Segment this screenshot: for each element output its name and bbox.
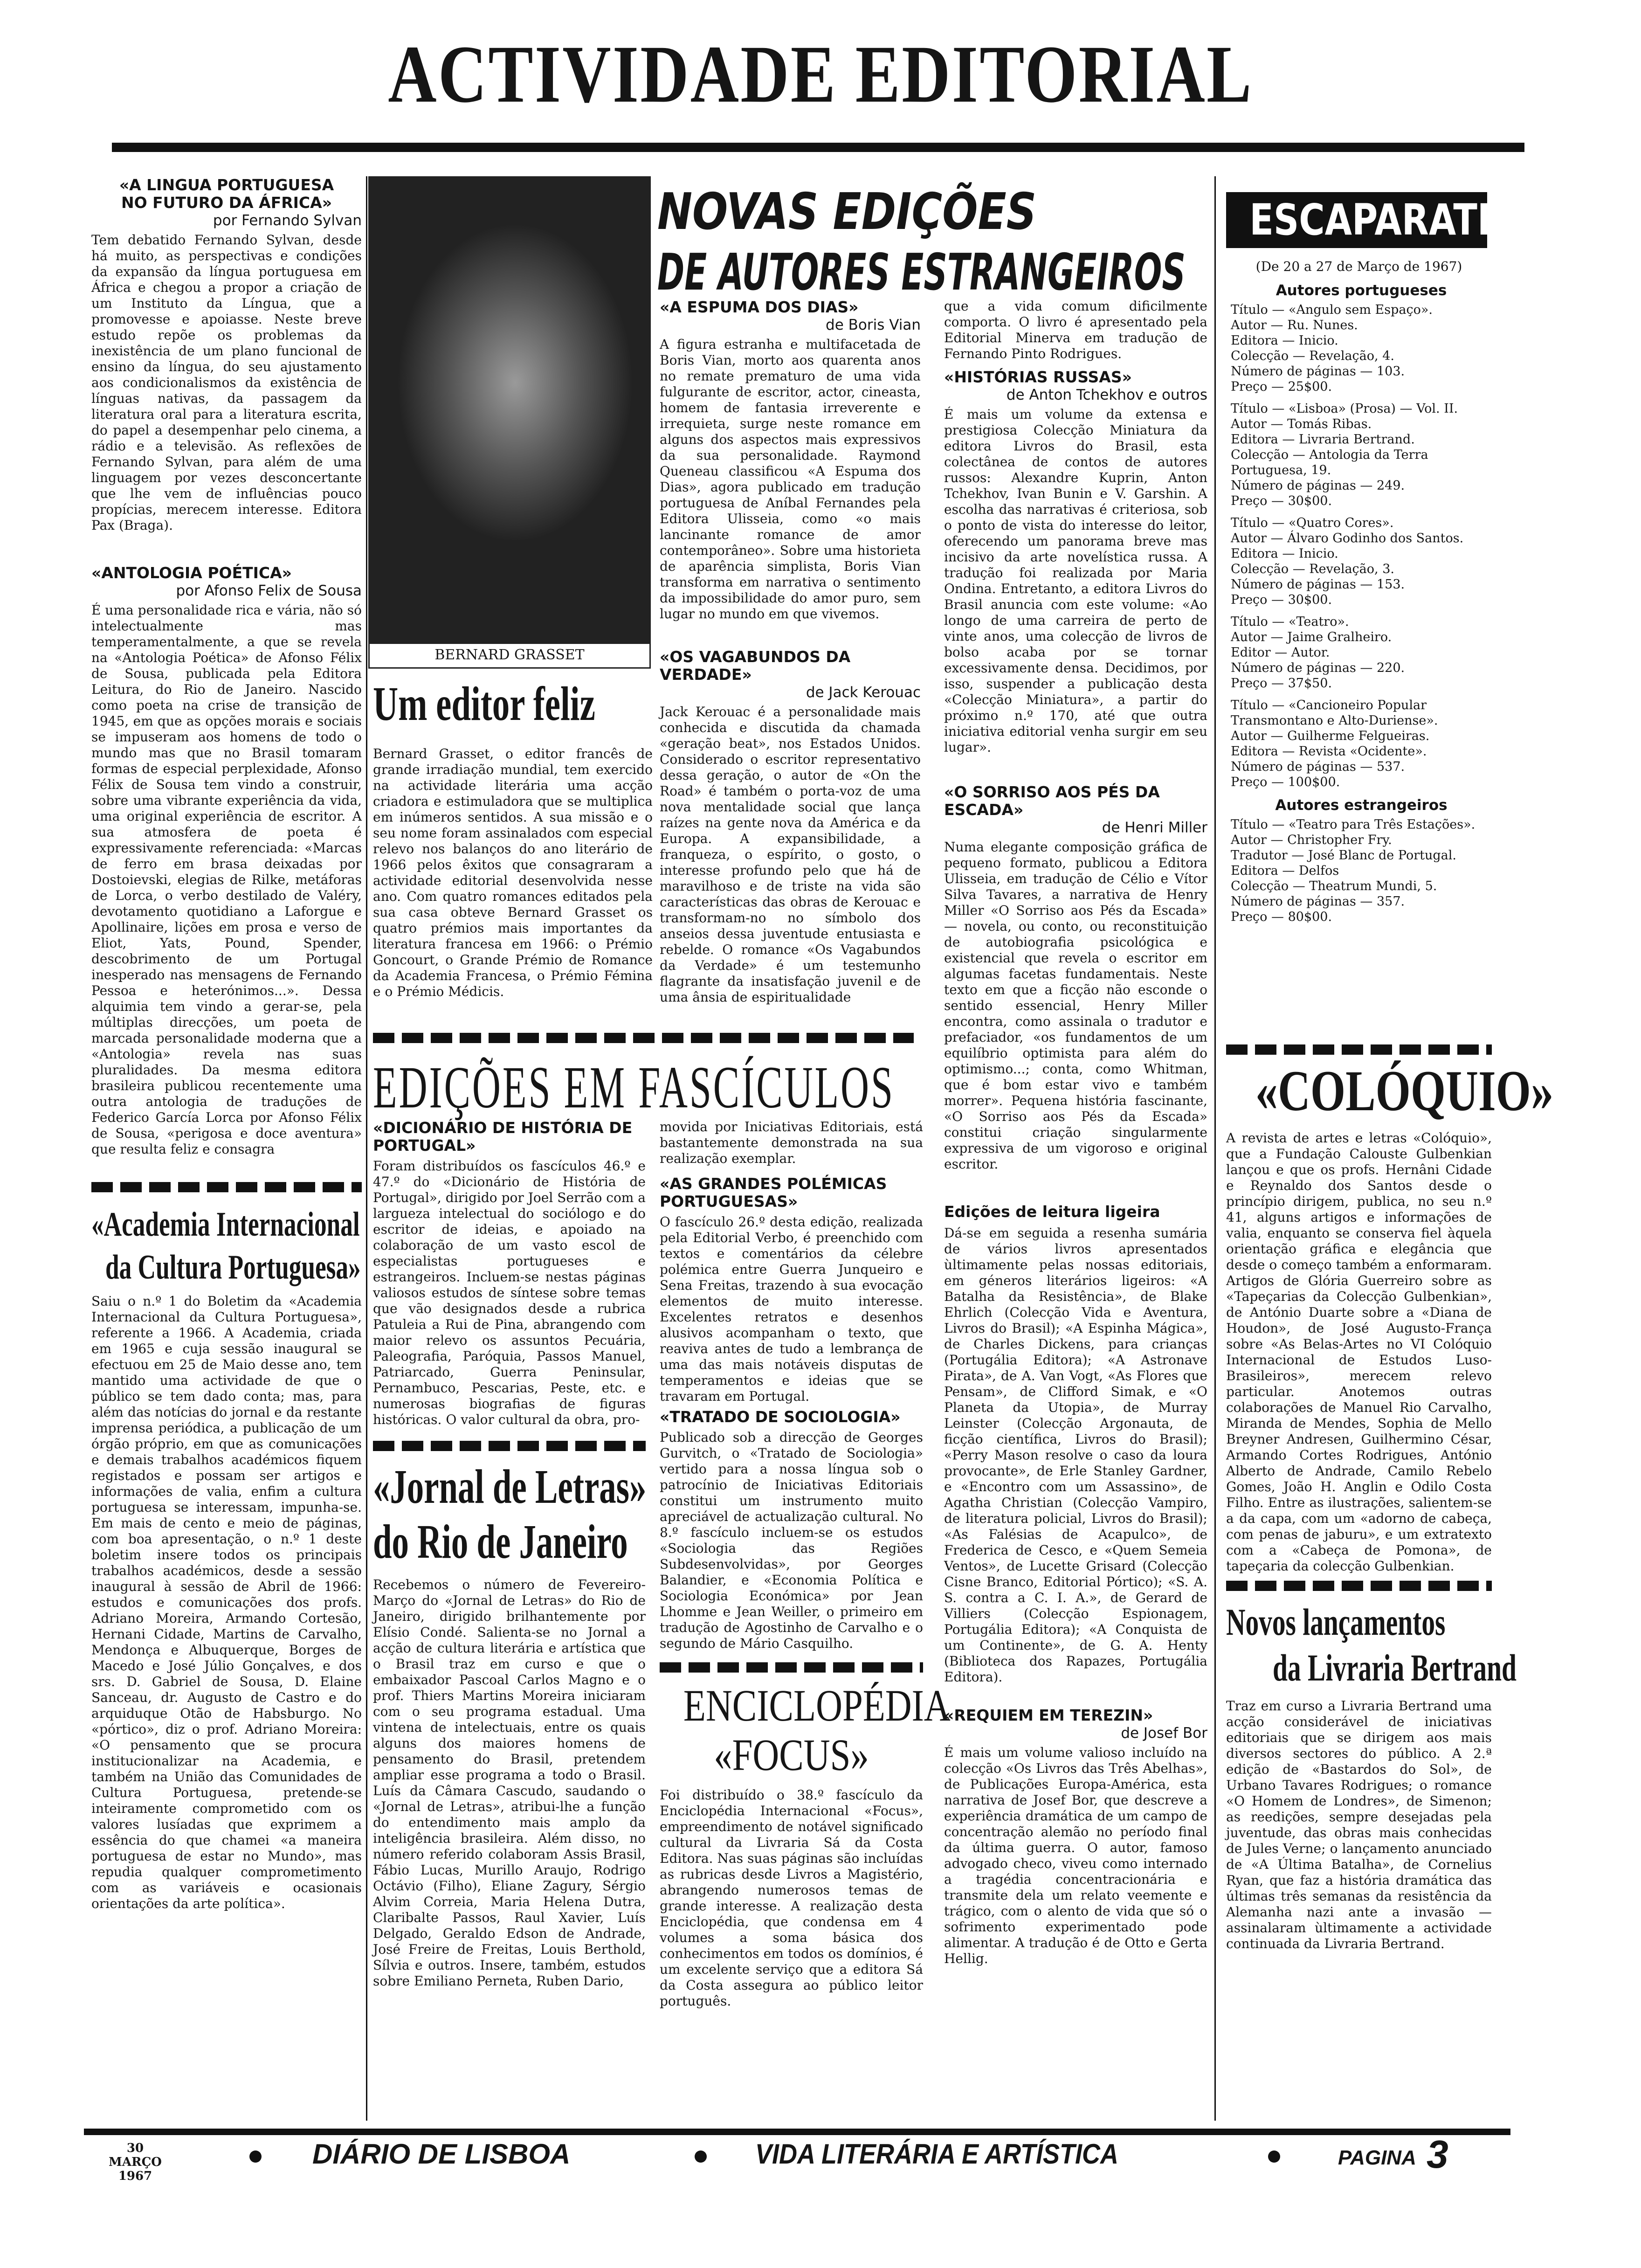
column-rule-1 <box>366 176 367 2121</box>
article-bertrand <box>1226 1599 1517 2122</box>
book-line: Título — «Cancioneiro Popular Transmontano e Alto-Duriense». <box>1231 698 1438 728</box>
book-line: Número de páginas — 249. <box>1231 478 1405 493</box>
footer-bullet-2 <box>695 2150 707 2163</box>
book-line: Autor — Tomás Ribas. <box>1231 417 1372 431</box>
book-line: Colecção — Revelação, 3. <box>1231 562 1394 576</box>
espuma-continuation: que a vida comum dificilmente comporta. O livro é apresentado pela Editorial Minerva em tradução de Fernando Pinto Rodrigues. <box>944 298 1207 361</box>
academia-body: Saiu o n.º 1 do Boletim da «Academia Internacional da Cultura Portuguesa», referente a 1966. A Academia, criada em 1965 e cuja sessão inaugural se efectuou em 25 de Maio desse ano, tem mantido uma actividade de que o público se tem dado conta; mas, para além das notícias do jornal e da restante imprensa periódica, a publicação de um órgão próprio, em que as comunicações e demais trabalhos académicos fiquem registados e possam ser artigos e informações de valia, enfim a cultura portuguesa se interessam, impunha-se. Em mais de cento e meio de páginas, com boa apresentação, o n.º 1 deste boletim insere todos os principais trabalhos académicos, desde a sessão inaugural à sessão de Abril de 1966: estudos e comunicações dos profs. Adriano Moreira, Armando Cortesão, Hernani Cidade, Martins de Carvalho, Mendonça e Albuquerque, Borges de Macedo e José Júlio Gonçalves, e dos srs. D. Gabriel de Sousa, D. Elaine Sanceau, dr. Augusto de Castro e do arquiduque Otão de Habsburgo. No «pórtico», diz o prof. Adriano Moreira: «O pensamento que se procura institucionalizar na Academia, e também na União das Comunidades de Cultura Portuguesa, pretende-se inteiramente comprometido com os valores lusíadas que exprimem a essência do que chamei «a maneira portuguesa de estar no Mundo», mas repudia qualquer comprometimento com as variáveis e ocasionais orientações da arte política». <box>91 1293 362 1911</box>
terezin-byline: de Josef Bor <box>1121 1725 1207 1742</box>
lingua-title-1: «A LINGUA PORTUGUESA <box>119 176 334 194</box>
footer-bullet-3 <box>1268 2150 1280 2163</box>
ligeira-title: Edições de leitura ligeira <box>944 1203 1160 1221</box>
polemicas-title: «AS GRANDES POLÉMICAS PORTUGUESAS» <box>660 1175 887 1210</box>
escaparate-banner <box>1226 192 1502 248</box>
book-line: Número de páginas — 153. <box>1231 577 1405 592</box>
academia-title-1: «Academia Internacional <box>91 1205 360 1244</box>
grasset-title: Um editor feliz <box>373 677 595 731</box>
article-sorriso <box>944 783 1207 1208</box>
book-line: Título — «Teatro para Três Estações». <box>1231 817 1476 832</box>
divider-bertrand <box>1226 1581 1492 1591</box>
espuma-body: A figura estranha e multifacetada de Boris Vian, morto aos quarenta anos no remate prematuro de uma vida fulgurante de escritor, actor, cineasta, homem de fantasia irreverente e irrequieta, surge neste romance em alguns dos aspectos mais expressivos da sua personalidade. Raymond Queneau classificou «A Espuma dos Dias», agora publicado em tradução portuguesa de Aníbal Fernandes pela Editora Ulisseia, como «o mais lancinante romance de amor contemporâneo». Sobre uma historieta de aparência simplista, Boris Vian transforma em narrativa o sentimento da impossibilidade do amor puro, sem lugar no mundo em que vivemos. <box>660 337 921 622</box>
novas-title-1: NOVAS EDIÇÕES <box>657 183 1037 241</box>
book-line: Número de páginas — 220. <box>1231 661 1405 675</box>
book-line: Preço — 100$00. <box>1231 775 1340 789</box>
article-terezin <box>944 1707 1207 2122</box>
coloquio-body: A revista de artes e letras «Colóquio», que a Fundação Calouste Gulbenkian lançou e que os profs. Hernâni Cidade e Reynaldo dos Santos desde o princípio dirigem, publica, no seu n.º 41, alguns artigos e informações de valia, enquanto se conserva fiel àquela orientação gráfica e elegância que desde o começo também a enformaram. Artigos de Glória Guerreiro sobre as «Tapeçarias da Colecção Gulbenkian», de António Duarte sobre a «Diana de Houdon», de José Augusto-França sobre «As Belas-Artes no VI Colóquio Internacional de Estudos Luso-Brasileiros», merecem relevo particular. Anotemos outras colaborações de Manuel Rio Carvalho, Miranda de Mendes, Sophia de Mello Breyner Andresen, Guilhermino César, Armando Cortes Rodrigues, António Alberto de Andrade, Camilo Rebelo Gomes, João H. Anglin e Odilo Costa Filho. Entre as ilustrações, salientem-se a da capa, com um «adorno de cabeça, com penas de jaburu», e um extratexto com a «Cabeça de Pomona», de tapeçaria da colecção Gulbenkian. <box>1226 1130 1492 1574</box>
vagabundos-byline: de Jack Kerouac <box>806 684 921 701</box>
footer-bullet-1 <box>249 2150 262 2163</box>
book-line: Preço — 30$00. <box>1231 494 1332 508</box>
foreign-heading: Autores estrangeiros <box>1275 797 1448 814</box>
photo-caption: BERNARD GRASSET <box>434 647 585 663</box>
column-rule-4 <box>1214 176 1216 2121</box>
article-dicionario <box>373 1119 646 1441</box>
book-line: Título — «Angulo sem Espaço». <box>1231 303 1433 317</box>
article-academia <box>91 1203 362 2117</box>
book-line: Preço — 25$00. <box>1231 380 1332 394</box>
masthead: ACTIVIDADE EDITORIAL <box>388 29 1253 120</box>
book-line: Título — «Lisboa» (Prosa) — Vol. II. <box>1231 401 1458 416</box>
book-line: Número de páginas — 357. <box>1231 894 1405 909</box>
enciclopedia-title-1: ENCICLOPÉDIA <box>683 1680 951 1730</box>
book-line: Editora — Inicio. <box>1231 546 1338 561</box>
enciclopedia-title-2: «FOCUS» <box>714 1730 869 1780</box>
divider-fasciculos <box>373 1033 914 1043</box>
book-line: Preço — 80$00. <box>1231 910 1332 924</box>
book-entry <box>1231 515 1492 608</box>
foreign-books-list <box>1231 817 1492 925</box>
bertrand-title-2: da Livraria Bertrand <box>1273 1646 1517 1689</box>
article-antologia <box>91 564 362 1184</box>
book-line: Preço — 30$00. <box>1231 593 1332 607</box>
book-line: Colecção — Antologia da Terra Portuguesa, 19. <box>1231 448 1428 477</box>
book-line: Editora — Revista «Ocidente». <box>1231 744 1427 759</box>
lingua-byline: por Fernando Sylvan <box>213 212 362 229</box>
book-line: Autor — Jaime Gralheiro. <box>1231 630 1392 644</box>
antologia-body: É uma personalidade rica e vária, não só intelectualmente mas temperamentalmente, a que se revela na «Antologia Poética» de Afonso Félix de Sousa, publicada pela Editora Leitura, do Rio de Janeiro. Nascido como poeta na crise de transição de 1945, em que as opções morais e sociais se impuseram aos homens de todo o mundo mas que no Brasil tomaram formas de especial perplexidade, Afonso Félix de Sousa tem vindo a construir, sobre uma vibrante experiência da vida, uma original experiência de escritor. A sua atmosfera de poeta é expressivamente referenciada: «Marcas de ferro em brasa deixadas por Dostoievski, elegias de Rilke, metáforas de Lorca, o verbo destilado de Valéry, devotamento quotidiano a Laforgue e Apollinaire, lições em prosa e verso de Eliot, Yats, Pound, Spender, descobrimento de um Portugal inesperado nas mensagens de Fernando Pessoa e heterónimos...». Dessa alquimia tem vindo a gerar-se, pela múltiplas direcções, um poeta de marcada personalidade moderna que a «Antologia» revela nas suas pluralidades. Da mesma editora brasileira publicou recentemente uma outra antologia de traduções de Federico García Lorca por Afonso Félix de Sousa, «perigosa e doce aventura» que resulta feliz e consagra <box>91 602 362 1157</box>
espuma-title: «A ESPUMA DOS DIAS» <box>660 298 859 316</box>
book-line: Editor — Autor. <box>1231 645 1330 660</box>
book-line: Título — «Teatro». <box>1231 615 1349 629</box>
book-line: Tradutor — José Blanc de Portugal. <box>1231 848 1456 863</box>
dicionario-title: «DICIONÁRIO DE HISTÓRIA DE PORTUGAL» <box>373 1119 633 1155</box>
footer-page-number: 3 <box>1427 2132 1448 2176</box>
book-line: Número de páginas — 103. <box>1231 364 1405 379</box>
book-entry <box>1231 302 1492 394</box>
vagabundos-title: «OS VAGABUNDOS DA VERDADE» <box>660 648 851 684</box>
article-tratado <box>660 1408 923 1660</box>
lingua-body: Tem debatido Fernando Sylvan, desde há muito, as perspectivas e condições da expansão da língua portuguesa em África e chegou a propor a criação de um Instituto da Língua, que a promovesse e apoiasse. Neste breve estudo repõe os problemas da inexistência de um plano funcional de ensino da língua, do seu ajustamento aos condicionalismos da existência de línguas nativas, da passagem da literatura oral para a literatura escrita, do papel a desempenhar pelo cinema, a rádio e a televisão. As reflexões de Fernando Sylvan, para além de uma linguagem por vezes desconcertante que lhe vem de influências pouco propícias, merecem interesse. Editora Pax (Braga). <box>91 232 362 533</box>
sorriso-title: «O SORRISO AOS PÉS DA ESCADA» <box>944 783 1160 819</box>
espuma-byline: de Boris Vian <box>826 317 921 333</box>
tratado-title: «TRATADO DE SOCIOLOGIA» <box>660 1408 901 1426</box>
article-col4-top <box>944 298 1207 807</box>
jornal-body: Recebemos o número de Fevereiro-Março do «Jornal de Letras» do Rio de Janeiro, dirigido brilhantemente por Elísio Condé. Salienta-se no Jornal a acção de cultura literária e artística que o Brasil traz em curso e que o embaixador Pascoal Carlos Magno e o prof. Thiers Martins Moreira iniciaram com o seu programa estadual. Uma vintena de intelectuais, entre os quais alguns dos maiores homens de pensamento do Brasil, pretendem ampliar esse programa a todo o Brasil. Luís da Câmara Cascudo, saudando o «Jornal de Letras», atribui-lhe a função do entendimento mais amplo da inteligência brasileira. Além disso, no número referido colaboram Assis Brasil, Fábio Lucas, Murillo Araujo, Rodrigo Octávio (Filho), Eliane Zagury, Sérgio Alvim Correia, Maria Helena Dutra, Claribalte Passos, Raul Xavier, Luís Delgado, Geraldo Edson de Andrade, José Freire de Freitas, Louis Berthold, Sílvia e outros. Insere, também, estudos sobre Emiliano Perneta, Ruben Dario, <box>373 1577 646 1989</box>
footer-year: 1967 <box>118 2169 152 2183</box>
divider-col1 <box>91 1182 362 1192</box>
photo-frame <box>368 176 651 669</box>
divider-jornal <box>373 1441 646 1451</box>
dicionario-continuation: movida por Iniciativas Editoriais, está bastantemente demonstrada na sua realização exemplar. <box>660 1119 923 1166</box>
book-line: Colecção — Revelação, 4. <box>1231 349 1394 363</box>
terezin-body: É mais um volume valioso incluído na colecção «Os Livros das Três Abelhas», de Publicações Europa-América, esta narrativa de Josef Bor, que descreve a experiência dramática de um campo de concentração alemão no período final da última guerra. O autor, famoso advogado checo, viveu como internado a tragédia concentracionária e transmite dela um relato veemente e trágico, com o alento de vida que só o sofrimento experimentado pode alimentar. A tradução é de Otto e Gerta Hellig. <box>944 1745 1207 1966</box>
escaparate-dates: (De 20 a 27 de Março de 1967) <box>1255 259 1462 274</box>
port-books-list <box>1231 302 1492 790</box>
coloquio-title: «COLÓQUIO» <box>1255 1059 1554 1123</box>
footer-rule <box>84 2129 1510 2135</box>
book-line: Número de páginas — 537. <box>1231 760 1405 774</box>
russas-byline: de Anton Tchekhov e outros <box>1006 387 1207 403</box>
divider-enciclopedia <box>660 1662 923 1673</box>
article-espuma <box>660 298 921 667</box>
book-line: Autor — Álvaro Godinho dos Santos. <box>1231 531 1464 546</box>
vagabundos-body: Jack Kerouac é a personalidade mais conhecida e discutida da chamada «geração beat», nos Estados Unidos. Considerado o escritor representativo dessa geração, o autor de «On the Road» é também o porta-voz de uma nova mentalidade social que lança raízes na gente nova da América e da Europa. A expansibilidade, a franqueza, o espírito, o gosto, o interesse profundo pelo que há de maravilhoso e de triste na vida são características das obras de Kerouac e transformam-no no símbolo dos anseios dessa juventude entusiasta e rebelde. O romance «Os Vagabundos da Verdade» é um testemunho flagrante da insatisfação juvenil e de uma ânsia de espiritualidade <box>660 704 921 1005</box>
ligeira-body: Dá-se em seguida a resenha sumária de vários livros apresentados ùltimamente pelas nossas editoriais, em géneros literários ligeiros: «A Batalha da Resistência», de Blake Ehrlich (Colecção Vida e Aventura, Livros do Brasil); «A Espinha Mágica», de Charles Dickens, para crianças (Portugália Editora); «A Astronave Pirata», de A. Van Vogt, «As Flores que Pensam», de Clifford Simak, e «O Planeta da Utopia», de Murray Leinster (Colecção Argonauta, de ficção científica, Livros do Brasil); «Perry Mason resolve o caso da loura provocante», de Erle Stanley Gardner, e «Encontro com um Assassino», de Agatha Christian (Colecção Vampiro, de literatura policial, Livros do Brasil); «As Falésias de Acapulco», de Frederica de Cesco, e «Quem Semeia Ventos», de Lucette Grisard (Colecção Cisne Branco, Editorial Pórtico); «S. A. S. contra a C. I. A.», de Gerard de Villiers (Colecção Espionagem, Portugália Editora); «A Conquista de um Continente», de G. A. Henty (Biblioteca dos Rapazes, Portugália Editora). <box>944 1225 1207 1685</box>
book-line: Autor — Christopher Fry. <box>1231 833 1392 847</box>
book-line: Preço — 37$50. <box>1231 676 1332 691</box>
book-line: Colecção — Theatrum Mundi, 5. <box>1231 879 1437 893</box>
book-entry <box>1231 698 1492 790</box>
footer-paper: DIÁRIO DE LISBOA <box>312 2138 571 2170</box>
article-coloquio <box>1226 1058 1554 1581</box>
lingua-title-2: NO FUTURO DA ÁFRICA» <box>121 194 332 212</box>
fasciculos-title: EDIÇÕES EM FASCÍCULOS <box>373 1054 895 1120</box>
masthead-rule <box>112 143 1524 152</box>
antologia-byline: por Afonso Felix de Sousa <box>176 582 362 599</box>
book-line: Editora — Delfos <box>1231 864 1339 878</box>
article-ligeira <box>944 1203 1207 1697</box>
article-vagabundos <box>660 648 921 1026</box>
book-line: Título — «Quatro Cores». <box>1231 516 1394 530</box>
bertrand-title-1: Novos lançamentos <box>1226 1601 1446 1643</box>
polemicas-body: O fascículo 26.º desta edição, realizada pela Editorial Verbo, é preenchido com textos e comentários da célebre polémica entre Guerra Junqueiro e Sena Freitas, trazendo à sua evocação elementos de muito interesse. Excelentes retratos e desenhos alusivos acompanham o texto, que reaviva antes de tudo a lembrança de uma das mais notáveis disputas de temperamentos e ideias que se travaram em Portugal. <box>660 1214 923 1404</box>
grasset-body: Bernard Grasset, o editor francês de grande irradiação mundial, tem exercido na actividade literária uma acção criadora e estimuladora que se multiplica em inúmeros sentidos. A sua missão e o seu nome foram assinalados com especial relevo nos balanços do ano literário de 1966 pelos êxitos que consagraram a actividade editorial desenvolvida nesse ano. Com quatro romances editados pela sua casa obteve Bernard Grasset os quatro prémios mais importantes da literatura francesa em 1966: o Prémio Goncourt, o Grande Prémio de Romance da Academia Francesa, o Prémio Fémina e o Prémio Médicis. <box>373 746 653 999</box>
dicionario-body: Foram distribuídos os fascículos 46.º e 47.º do «Dicionário de História de Portugal», dirigido por Joel Serrão com a largueza intelectual do sociólogo e do escritor de ideias, e apoiado na colaboração de um vasto escol de especialistas portugueses e estrangeiros. Incluem-se nestas páginas valiosos estudos de síntese sobre temas que vão designados desde a rubrica Patuleia a Rui de Pina, abrangendo com maior relevo os assuntos Pecuária, Paleografia, Paróquia, Passos Manuel, Patriarcado, Guerra Peninsular, Pernambuco, Pescarias, Peste, etc. e numerosas biografias de figuras históricas. O valor cultural da obra, pro- <box>373 1158 646 1427</box>
enciclopedia-body: Foi distribuído o 38.º fascículo da Enciclopédia Internacional «Focus», empreendimento de notável significado cultural da Livraria Sá da Costa Editora. Nas suas páginas são incluídas as rubricas desde Livros a Magistério, abrangendo numerosos temas de grande interesse. A realização desta Enciclopédia, que condensa em 4 volumes a soma básica dos conhecimentos em todos os domínios, é um excelente serviço que a editora Sá da Costa assegura ao público leitor português. <box>660 1787 923 2009</box>
footer-page-label: PAGINA <box>1338 2146 1416 2169</box>
footer-month: MARÇO <box>109 2155 162 2169</box>
russas-body: É mais um volume da extensa e prestigiosa Colecção Miniatura da editora Livros do Brasil, esta colectânea de contos de autores russos: Alexandre Kuprin, Anton Tchekhov, Ivan Bunin e V. Garshin. A escolha das narrativas é criteriosa, sob o ponto de vista do interesse do leitor, oferecendo um panorama breve mas incisivo da arte novelística russa. A tradução foi realizada por Maria Ondina. Entretanto, a editora Livros do Brasil anuncia com este volume: «Ao longo de uma carreira de perto de vinte anos, uma colecção de livros de bolso acaba por se tornar excessivamente densa. Decidimos, por isso, suspender a publicação desta «Colecção Miniatura», a partir do próximo n.º 170, até que outra iniciativa editorial venha surgir em seu lugar». <box>944 407 1207 755</box>
jornal-title-2: do Rio de Janeiro <box>373 1515 628 1569</box>
novas-title-2: DE AUTORES ESTRANGEIROS <box>657 243 1186 302</box>
divider-coloquio <box>1226 1044 1492 1055</box>
article-jornal <box>373 1459 646 2122</box>
book-entry <box>1231 614 1492 691</box>
footer-day: 30 <box>126 2141 144 2155</box>
antologia-title: «ANTOLOGIA POÉTICA» <box>91 564 292 582</box>
terezin-title: «REQUIEM EM TEREZIN» <box>944 1706 1153 1724</box>
article-enciclopedia <box>660 1680 951 2122</box>
book-line: Editora — Inicio. <box>1231 333 1338 348</box>
book-line: Autor — Guilherme Felgueiras. <box>1231 729 1430 743</box>
book-line: Autor — Ru. Nunes. <box>1231 318 1358 332</box>
book-entry <box>1231 817 1492 925</box>
bertrand-body: Traz em curso a Livraria Bertrand uma acção considerável de iniciativas editoriais que se dirigem aos mais diversos sectores do público. A 2.ª edição de «Bastardos do Sol», de Urbano Tavares Rodrigues; o romance «O Homem de Londres», de Simenon; as reedições, sempre desejadas pela juventude, das obras mais conhecidas de Jules Verne; o lançamento anunciado de «A Última Batalha», de Cornelius Ryan, que faz a história dramática das últimas três semanas da resistência da Alemanha nazi ante a invasão — assinalaram ùltimamente a actividade continuada da Livraria Bertrand. <box>1226 1698 1492 1951</box>
book-entry <box>1231 401 1492 509</box>
port-heading: Autores portugueses <box>1276 282 1447 299</box>
footer-section: VIDA LITERÁRIA E ARTÍSTICA <box>755 2138 1119 2170</box>
jornal-title-1: «Jornal de Letras» <box>373 1460 647 1514</box>
escaparate-title: ESCAPARATE <box>1249 195 1502 245</box>
bernard-grasset-photo <box>370 178 649 644</box>
escaparate-list <box>1231 282 1492 1056</box>
tratado-body: Publicado sob a direcção de Georges Gurvitch, o «Tratado de Sociologia» vertido para a nossa língua sob o patrocínio de Iniciativas Editoriais constitui um instrumento muito apreciável de actualização cultural. No 8.º fascículo incluem-se os estudos «Sociologia das Regiões Subdesenvolvidas», por Georges Balandier, e «Economia Política e Sociologia Económica» por Jean Lhomme e Jean Weiller, o primeiro em tradução de Agostinho de Carvalho e o segundo de Mário Casquilho. <box>660 1430 923 1651</box>
footer-date <box>86 2141 184 2183</box>
sorriso-body: Numa elegante composição gráfica de pequeno formato, publicou a Editora Ulisseia, em tradução de Célio e Vítor Silva Tavares, a narrativa de Henry Miller «O Sorriso aos Pés da Escada» — novela, ou conto, ou reconstituição de autobiografia psicológica e existencial que revela o escritor em algumas facetas fundamentais. Neste texto em que a ficção não esconde o sentido essencial, Henry Miller encontra, como assinala o tradutor e prefaciador, «os fundamentos de um equilíbrio optimista para além do optimismo...; conta, como Whitman, que é bom estar vivo e também morrer». Pequena história fascinante, «O Sorriso aos Pés da Escada» constitui criação singularmente expressiva de um vigoroso e original escritor. <box>944 839 1207 1172</box>
book-line: Editora — Livraria Bertrand. <box>1231 432 1415 447</box>
sorriso-byline: de Henri Miller <box>1102 819 1207 836</box>
academia-title-2: da Cultura Portuguesa» <box>105 1248 361 1286</box>
russas-title: «HISTÓRIAS RUSSAS» <box>944 368 1132 386</box>
